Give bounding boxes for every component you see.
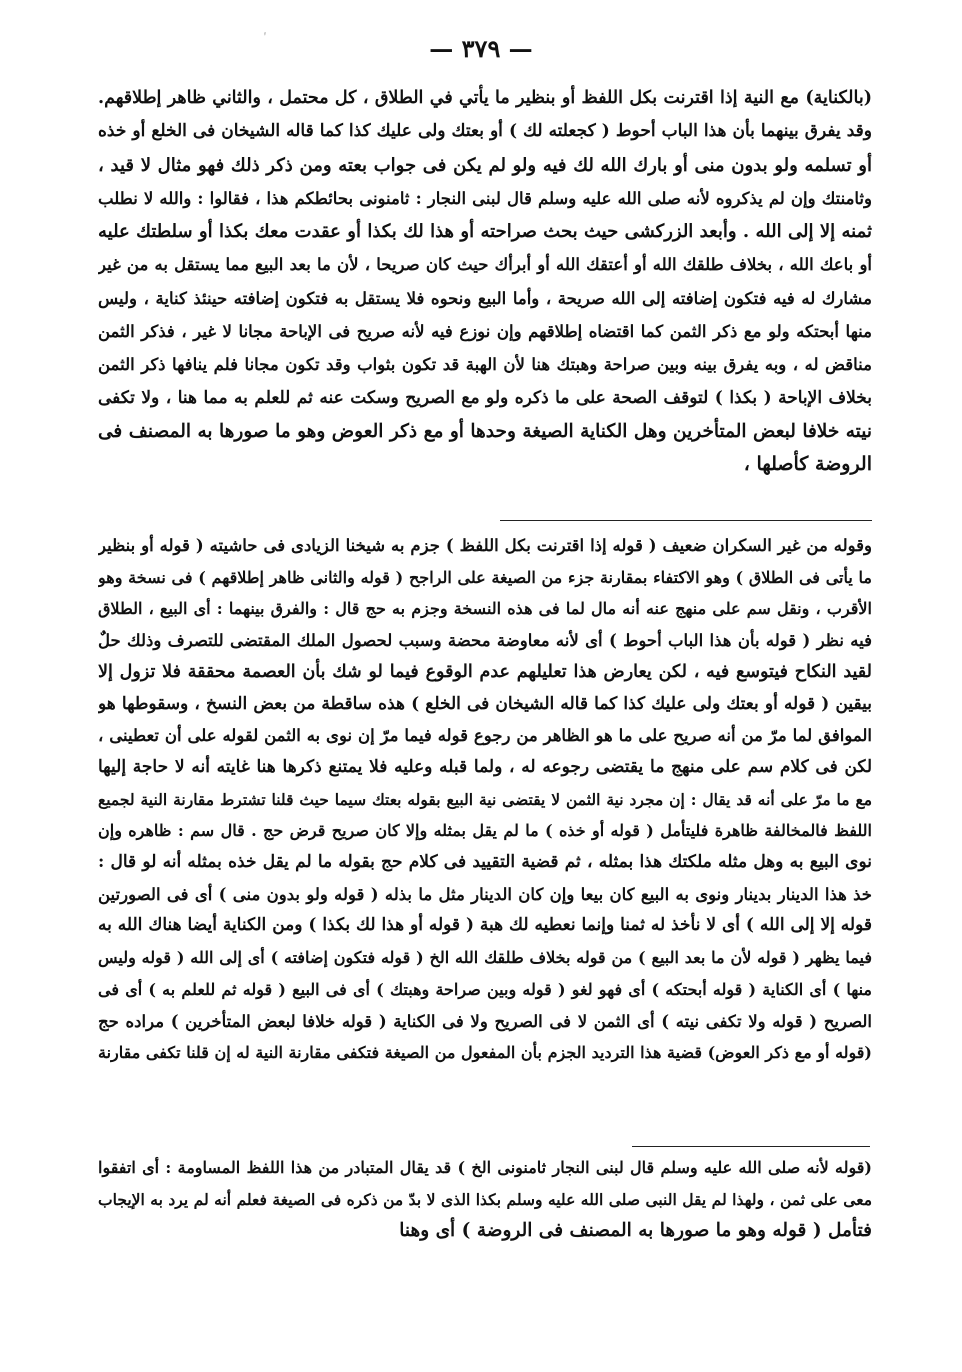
main-text-line: منها أبحتكه ولو مع ذكر الثمن كما اقتضاه إطلاقهم وإن نوزع فيه لأنه صريح فى الإباحة مجانا لا غير ، فذكر الثمن: [98, 322, 872, 342]
commentary-line: لقيد النكاح فيتوسع فيه ، لكن يعارض هذا تعليلهم عدم الوقوع فيما لو شك بأن العصمة محققة فلا تزول إلا: [98, 661, 872, 682]
main-text-line: وثامنتك وإن لم يذكروه لأنه صلى الله عليه وسلم قال لبنى النجار : ثامنونى بحائطكم هذا ، فقالوا : والله لا نطلب: [98, 188, 872, 208]
main-text-line: ثمنه إلا إلى الله . وأبعد الزركشى حيث بحث صراحته أو هذا لك بكذا أو عقدت معك بكذا أو سلطتك عليه: [98, 221, 872, 243]
footnote-divider: [500, 520, 872, 521]
commentary-line: مع ما مرّ على أنه قد يقال : إن مجرد نية الثمن لا يقتضى نية البيع بقوله بعتك سيما حيث قلنا تشترط مقارنة النية لجميع: [98, 789, 872, 809]
main-text-line: (بالكناية) مع النية إذا اقترنت بكل اللفظ أو بنظير ما يأتي في الطلاق ، كل محتمل ، والثاني ظاهر إطلاقهم.: [98, 88, 872, 108]
margin-mark: ′: [262, 30, 273, 46]
commentary-line: وقوله من غير السكران ضعيف ( قوله إذا اقترنت بكل اللفظ ) جزم به شيخنا الزيادى فى حاشيته ( قوله أو بنظير: [98, 536, 872, 555]
commentary-first: [98, 530, 872, 1069]
commentary-line: (قوله لأنه صلى الله عليه وسلم قال لبنى النجار ثامنونى الخ ) قد يقال المتبادر من هذا اللفظ المساومة : أى اتفقوا: [98, 1158, 872, 1177]
commentary-line: بيقين ( قوله أو بعتك ولى عليك كذا كما قاله الشيخان فى الخلع ) هذه ساقطة من بعض النسخ ، وسقوطها هو: [98, 693, 872, 714]
commentary-line: قوله إلا إلى الله ) أى لا نأخذ له ثمنا وإنما نعطيه لك هبة ( قوله أو هذا لك بكذا ) ومن الكناية أيضا هناك الله به: [98, 915, 872, 936]
page-number: — ٣٧٩ —: [429, 34, 533, 63]
main-text-line: الروضة كأصلها ،: [743, 453, 872, 476]
main-text-line: مناقض له ، وبه يفرق بينه وبين صراحة وهبتك هنا لأن الهبة قد تكون بثواب وقد تكون مجانا فلم ينافها ذكر الثمن: [98, 355, 872, 375]
commentary-line: الموافق لما مرّ من أنه صريح على ما هو الظاهر من رجوع قوله فيما مرّ إن نوى به الثمن لقوله على أن تعطينى ،: [98, 726, 872, 746]
commentary-line: نوى البيع به وهل مثله ملكتك هذا بمثله ، ثم قضية التقييد فى كلام حج بقوله ما لم يقل خذه بمثله أنه لو قال :: [98, 852, 872, 873]
main-text: [98, 82, 872, 482]
commentary-line: معى على ثمن ، ولهذا لم يقل النبى صلى الله عليه وسلم بكذا الذى لا بدّ من ذكره فى الصيغة فعلم أنه لم يرد به الإيجاب: [98, 1189, 872, 1209]
commentary-line: فتأمل ( قوله وهو ما صورها به المصنف فى الروضة ) أى وهنا: [399, 1220, 872, 1241]
main-text-line: نيته خلافا لبعض المتأخرين وهل الكناية الصيغة وحدها أو مع ذكر العوض وهو ما صورها به المصنف فى: [98, 420, 872, 442]
commentary-line: منها ) أى الكناية ( قوله أبحتكه ) أى فهو لغو ( قوله وبين صراحة وهبتك ) أى فى البيع ( قوله ثم للعلم به ) أى فى: [98, 979, 872, 999]
commentary-line: فيه نظر ( قوله بأن هذا الباب أحوط ) أى لأنه معاوضة محضة وسبب لحصول الملك المقتضى للتصرف وذلك حلٌ: [98, 631, 872, 651]
main-text-line: وقد يفرق بينهما بأن هذا الباب أحوط ( كجعلته لك ) أو بعتك ولى عليك كذا كما قاله الشيخان فى الخلع أو خذه: [98, 121, 872, 142]
main-text-line: أو باعك الله ، بخلاف طلقك الله أو أعتقك الله أو أبرأك حيث كان صريحا ، لأن ما بعد البيع مما يستقل به من غير: [98, 255, 872, 275]
main-text-line: أو تسلمه ولو بدون منى أو بارك الله لك فيه ولو لم يكن فى جواب بعته ومن ذكر ذلك فهو مثال لا قيد ،: [98, 154, 872, 176]
main-text-line: بخلاف الإباحة ( بكذا ) لتوقف الصحة على ما ذكره ولو مع الصريح وسكت عنه ثم للعلم به مما هنا ، ولا تكفى: [98, 387, 872, 408]
commentary-line: ما يأتى فى الطلاق ) وهو الاكتفاء بمقارنة جزء من الصيغة على الراجح ( قوله والثانى ظاهر إطلاقهم ) فى نسخة وهو: [98, 567, 872, 587]
footnote-divider-secondary: [632, 1146, 870, 1147]
commentary-line: الأقرب ، ونقل سم على منهج عنه أنه مال لما فى هذه النسخة وجزم به حج قال : والفرق بينهما : أى البيع ، الطلاق: [98, 599, 872, 619]
commentary-second: [98, 1152, 872, 1247]
commentary-line: خذ هذا الدينار بدينار ونوى به البيع كان بيعا وإن كان الدينار مثل ما بذله ( قوله ولو بدون منى ) أى فى الصورتين: [98, 884, 872, 904]
commentary-line: (قوله أو مع ذكر العوض) قضية هذا الترديد الجزم بأن المفعول من الصيغة فتكفى مقارنة النية له إن قلنا تكفى مقارنة: [98, 1043, 872, 1063]
commentary-line: فيما يظهر ( قوله لأن ما بعد البيع ) من قوله بخلاف طلقك الله الخ ( قوله فتكون إضافته ) أى إلى الله ( قوله وليس: [98, 948, 872, 968]
commentary-line: لكن فى كلام سم على منهج ما يقتضى رجوعه له ، ولما قبله وعليه فلا يمتنع ذكرها هنا غايته أنه لا حاجة إليها: [98, 756, 872, 777]
commentary-line: الصريح ( قوله ولا تكفى نيته ) أى الثمن لا فى الصريح ولا فى الكناية ( قوله خلافا لبعض المتأخرين ) مراده حج: [98, 1011, 872, 1031]
commentary-line: اللفظ فالمخالفة ظاهرة فليتأمل ( قوله أو خذه ) ما لم يقل بمثله وإلا كان صريح قرض حج . قال سم : ظاهره وإن: [98, 821, 872, 841]
main-text-line: مشارك له فيه فتكون إضافته إلى الله صريحة ، وأما البيع ونحوه فلا يستقل به فتكون إضافته حينئذ كناية ، وليس: [98, 288, 872, 308]
